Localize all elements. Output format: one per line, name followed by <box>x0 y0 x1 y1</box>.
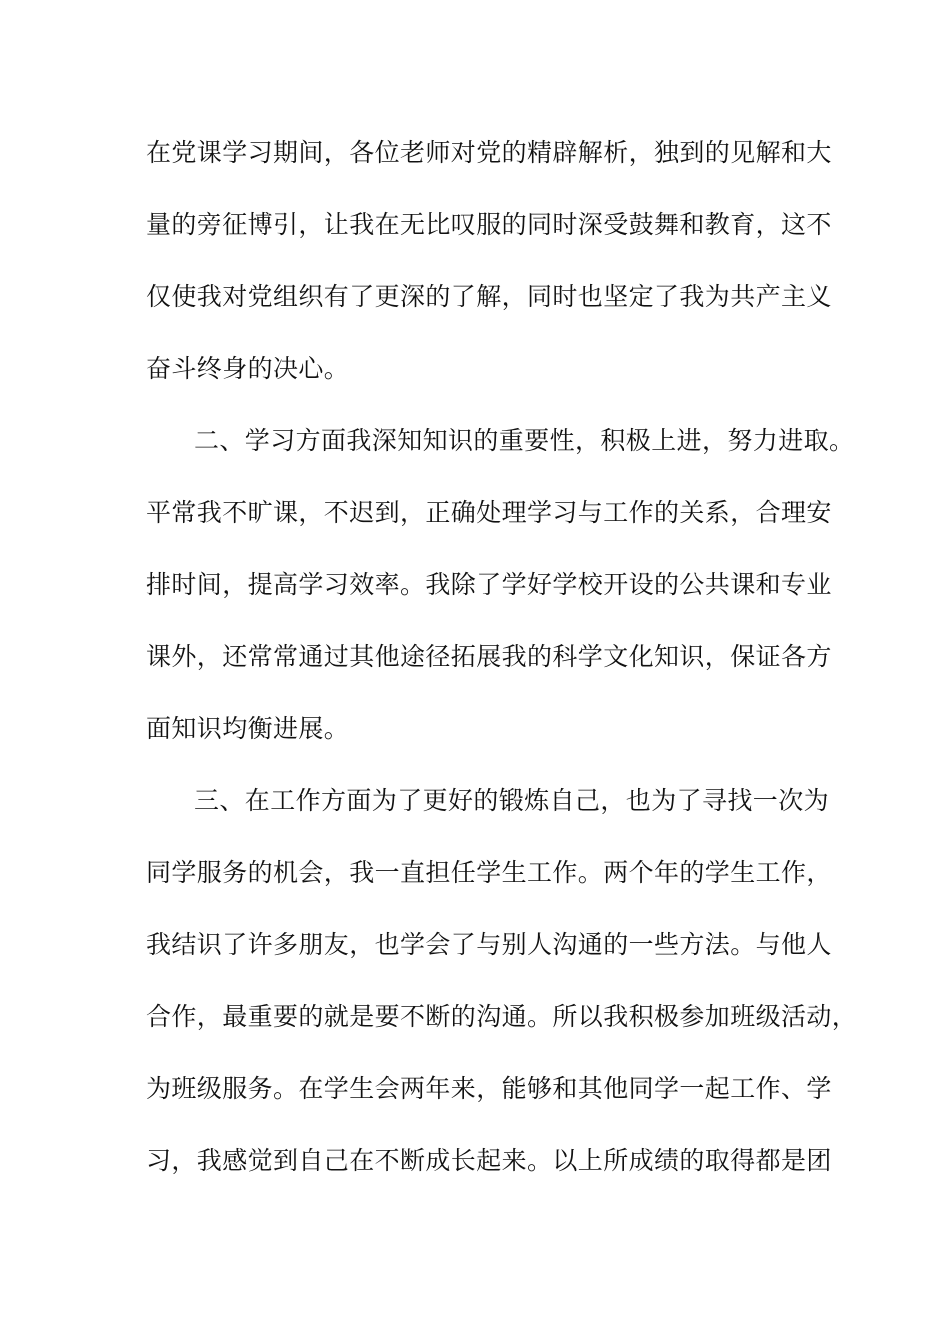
text-line: 同学服务的机会，我一直担任学生工作。两个年的学生工作， <box>146 858 832 887</box>
text-line: 习，我感觉到自己在不断成长起来。以上所成绩的取得都是团 <box>146 1146 832 1175</box>
text-line: 排时间，提高学习效率。我除了学好学校开设的公共课和专业 <box>146 570 832 599</box>
text-line: 平常我不旷课，不迟到，正确处理学习与工作的关系，合理安 <box>146 498 832 527</box>
text-line: 合作，最重要的就是要不断的沟通。所以我积极参加班级活动， <box>146 1002 858 1031</box>
text-line: 量的旁征博引，让我在无比叹服的同时深受鼓舞和教育，这不 <box>146 210 832 239</box>
text-line: 奋斗终身的决心。 <box>146 354 350 383</box>
text-line: 在党课学习期间，各位老师对党的精辟解析，独到的见解和大 <box>146 138 832 167</box>
text-line: 为班级服务。在学生会两年来，能够和其他同学一起工作、学 <box>146 1074 832 1103</box>
text-line: 二、学习方面我深知知识的重要性，积极上进，努力进取。 <box>194 426 855 455</box>
text-line: 三、在工作方面为了更好的锻炼自己，也为了寻找一次为 <box>194 786 830 815</box>
text-line: 面知识均衡进展。 <box>146 714 350 743</box>
text-line: 课外，还常常通过其他途径拓展我的科学文化知识，保证各方 <box>146 642 832 671</box>
text-line: 我结识了许多朋友，也学会了与别人沟通的一些方法。与他人 <box>146 930 832 959</box>
text-line: 仅使我对党组织有了更深的了解，同时也坚定了我为共产主义 <box>146 282 832 311</box>
